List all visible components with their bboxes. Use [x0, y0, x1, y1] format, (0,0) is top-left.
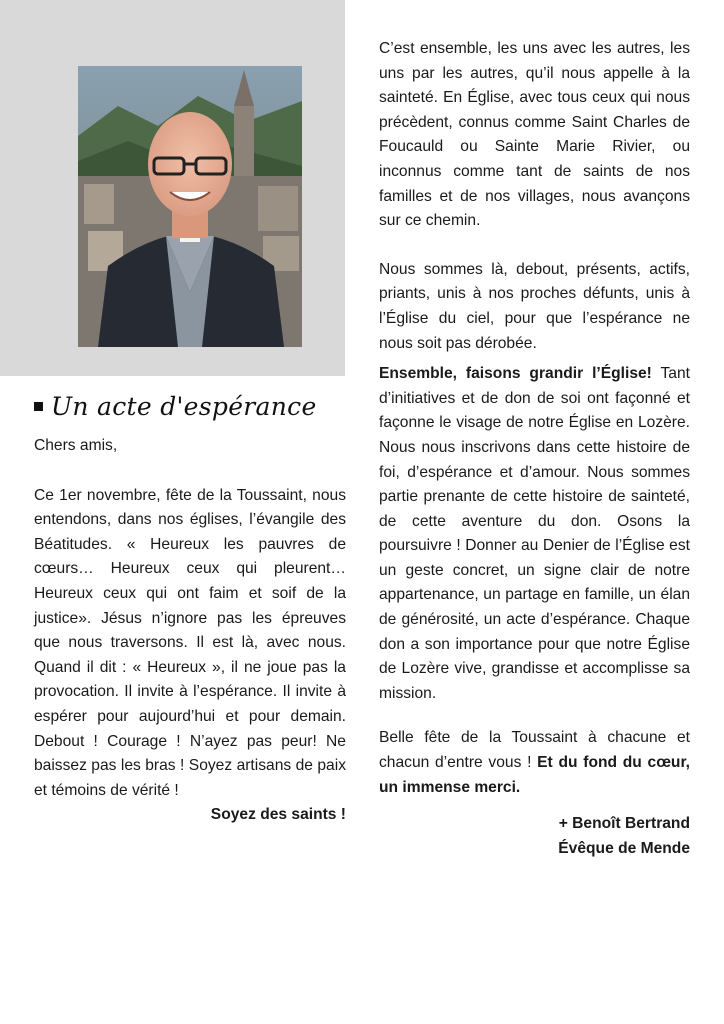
section-title: Un acte d'espérance	[51, 391, 317, 421]
bishop-portrait-icon	[78, 66, 302, 347]
right-paragraph-1: C’est ensemble, les uns avec les autres, les uns par les autres, qu’il nous appelle à la sainteté. En Église, avec tous ceux qui nous précèdent, connus comme Saint Charles de Foucauld ou Sainte Marie Rivier, ou inconnus comme tant de saints de nos familles et de nos villages, nous avançons sur ce chemin.	[379, 40, 690, 230]
right-paragraph-3-text: Tant d’initiatives et de don de soi ont façonné et façonne le visage de notre Église en Lozère. Nous nous inscrivons dans cette histoire de foi, d’espérance et d’amour. Nous sommes partie prenante de cette histoire de sainteté, de cette aventure du don. Osons la poursuivre ! Donner au Denier de l’Église est un geste concret, un signe clair de notre appartenance, un partage en famille, un élan de générosité, un acte d’espérance. Chaque don a son importance pour que notre Église de Lozère vive, grandisse et accomplisse sa mission.	[379, 365, 690, 702]
right-paragraph-4-text: Belle fête de la Toussaint à chacune et chacun d’entre vous !	[379, 729, 690, 772]
greeting: Chers amis,	[34, 437, 118, 454]
closing-bold: Soyez des saints !	[210, 806, 346, 824]
right-column	[379, 37, 690, 861]
photo-panel	[0, 0, 345, 376]
signature-name	[379, 812, 690, 837]
right-paragraph-4	[379, 726, 690, 800]
left-column	[34, 434, 346, 828]
right-paragraph-4-bold: Et du fond du cœur, un immense merci.	[379, 754, 690, 796]
section-heading	[34, 386, 346, 426]
signature-name-text: + Benoît Bertrand	[558, 815, 690, 833]
signature-title-text: Évêque de Mende	[558, 839, 690, 857]
signature-title	[379, 837, 690, 862]
closing-line	[34, 803, 346, 828]
right-paragraph-2: Nous sommes là, debout, présents, actifs, priants, unis à nos proches défunts, unis à l’Église du ciel, pour que l’espérance ne nous soit pas dérobée.	[379, 260, 690, 352]
right-paragraph-3-bold: Ensemble, faisons grandir l’Église!	[379, 365, 652, 383]
left-paragraph-1: Ce 1er novembre, fête de la Toussaint, nous entendons, dans nos églises, l’évangile des Béatitudes. « Heureux les pauvres de cœurs… Heureux ceux qui pleurent… Heureux ceux qui ont faim et soif de la justice». Jésus n’ignore pas les épreuves que nous traversons. Il est là, avec nous. Quand il dit : « Heureux », il ne joue pas la provocation. Il invite à l’espérance. Il invite à espérer pour aujourd’hui et pour demain. Debout ! Courage ! N’ayez pas peur! Ne baissez pas les bras ! Soyez artisans de paix et témoins de vérité !	[34, 486, 346, 799]
right-paragraph-3	[379, 362, 690, 706]
square-bullet-icon	[34, 402, 43, 411]
